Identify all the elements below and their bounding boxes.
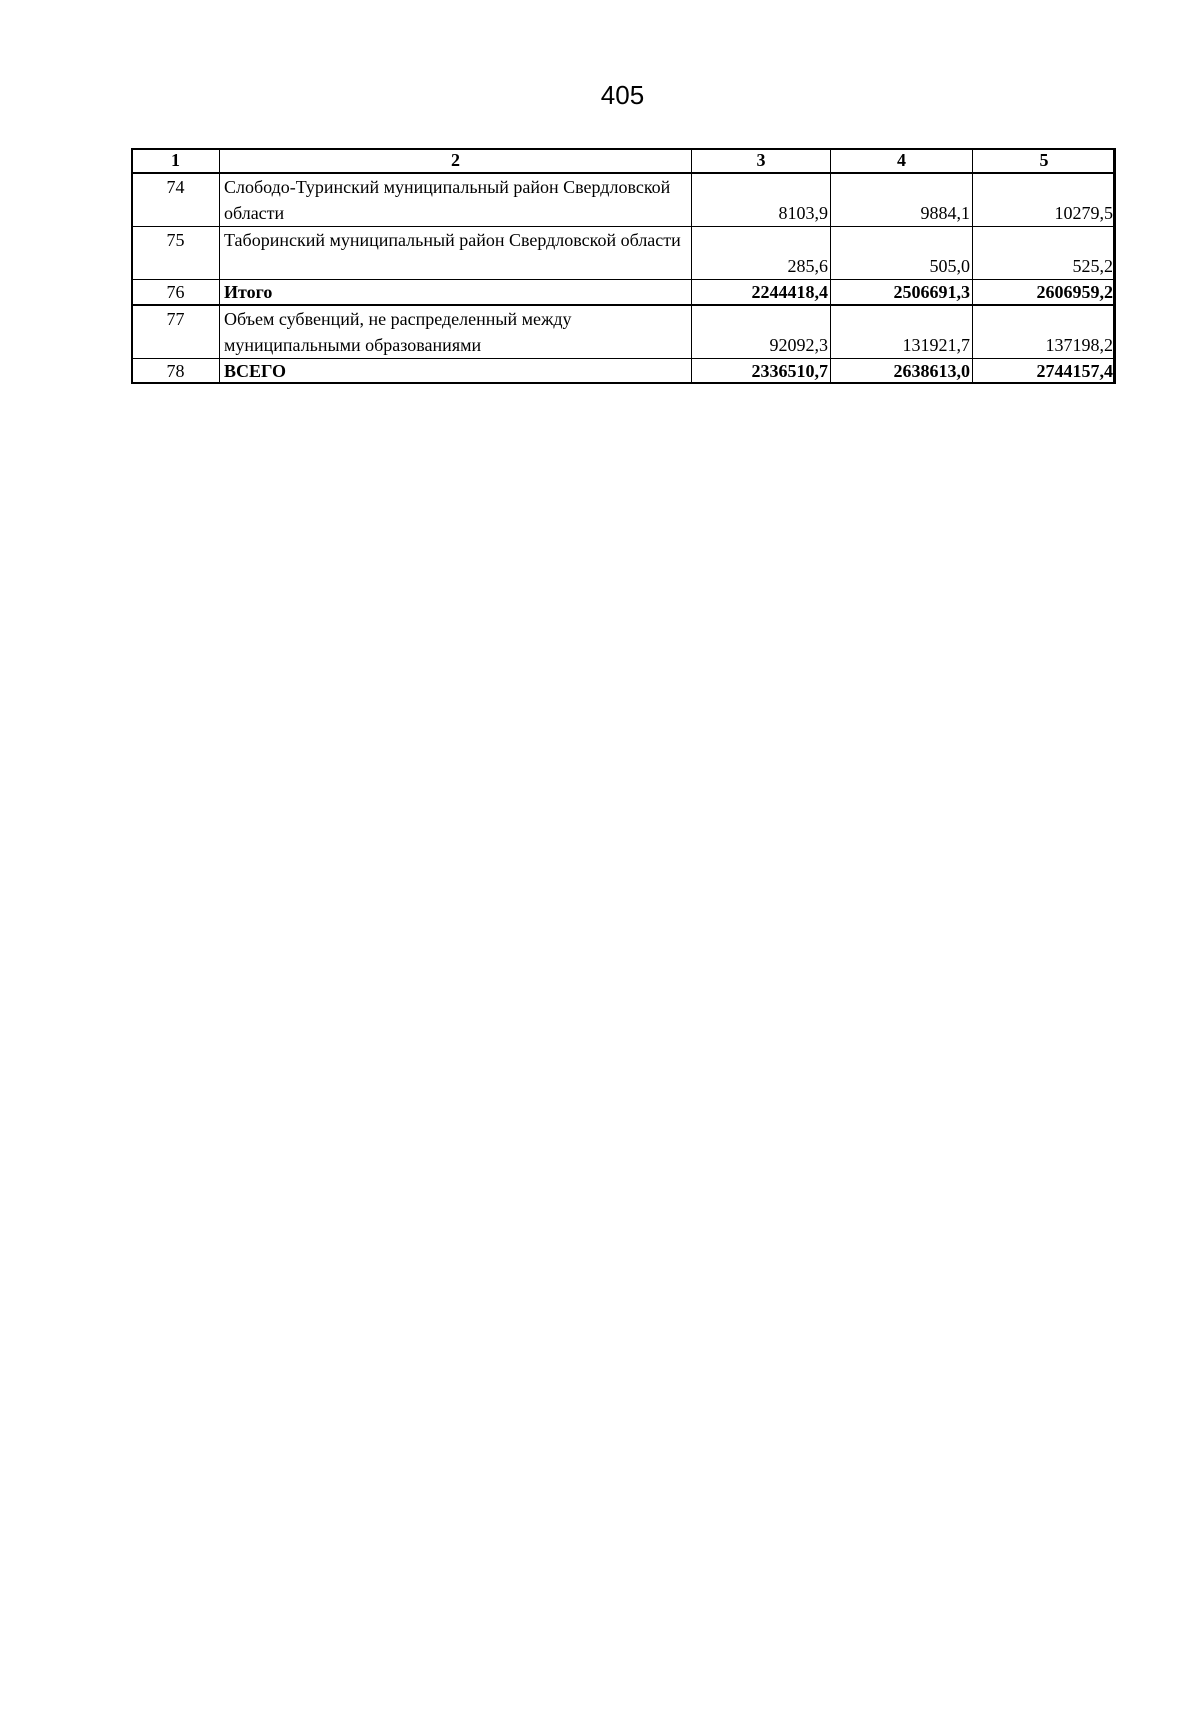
header-row [132, 149, 1116, 174]
row-number: 74 [132, 173, 220, 227]
header-col-3: 3 [692, 149, 831, 174]
table-row [132, 227, 1116, 280]
row-value-col-3: 8103,9 [692, 173, 831, 227]
row-value-col-4: 505,0 [831, 227, 973, 280]
table-header [132, 149, 1116, 174]
header-col-5: 5 [973, 149, 1116, 174]
page-number: 405 [600, 80, 645, 110]
row-name: Итого [220, 280, 692, 306]
row-value-col-4: 131921,7 [831, 305, 973, 359]
row-number: 76 [132, 280, 220, 306]
row-number: 77 [132, 305, 220, 359]
row-name: Таборинский муниципальный район Свердловской области [220, 227, 692, 280]
row-value-col-4: 2638613,0 [831, 359, 973, 384]
row-value-col-5: 2606959,2 [973, 280, 1116, 306]
row-name: Слободо-Туринский муниципальный район Свердловской области [220, 173, 692, 227]
table-row [132, 173, 1116, 227]
row-value-col-5: 10279,5 [973, 173, 1116, 227]
row-value-col-3: 285,6 [692, 227, 831, 280]
row-value-col-4: 2506691,3 [831, 280, 973, 306]
row-value-col-5: 137198,2 [973, 305, 1116, 359]
table-body [132, 173, 1116, 384]
row-number: 75 [132, 227, 220, 280]
grand-total-row [132, 359, 1116, 384]
header-col-1: 1 [132, 149, 220, 174]
row-name: ВСЕГО [220, 359, 692, 384]
header-col-4: 4 [831, 149, 973, 174]
row-value-col-3: 92092,3 [692, 305, 831, 359]
subtotal-row [132, 280, 1116, 306]
table-row [132, 305, 1116, 359]
row-value-col-5: 525,2 [973, 227, 1116, 280]
row-value-col-4: 9884,1 [831, 173, 973, 227]
row-number: 78 [132, 359, 220, 384]
row-value-col-3: 2244418,4 [692, 280, 831, 306]
row-value-col-5: 2744157,4 [973, 359, 1116, 384]
row-name: Объем субвенций, не распределенный между муниципальными образованиями [220, 305, 692, 359]
row-value-col-3: 2336510,7 [692, 359, 831, 384]
header-col-2: 2 [220, 149, 692, 174]
subvention-table [131, 148, 1116, 384]
